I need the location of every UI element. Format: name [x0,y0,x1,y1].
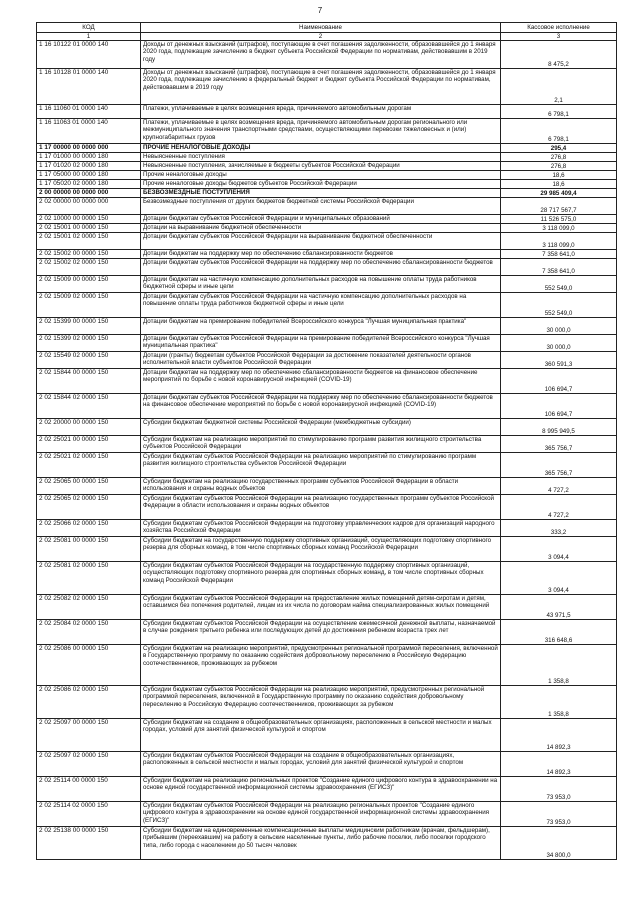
table-row [37,41,617,69]
row-code: 2 02 15002 02 0000 150 [37,259,141,276]
row-code: 2 02 15009 02 0000 150 [37,293,141,318]
row-code: 2 02 25082 02 0000 150 [37,595,141,620]
header-value: Кассовое исполнение [501,23,617,33]
table-row [37,645,617,686]
row-name: Доходы от денежных взысканий (штрафов), поступающие в счет погашения задолженности, образовавшейся до 1 января 2020 года, подлежащие зачислению в бюджет субъекта Российской Федерации по нормативам, действовавшим в 2019 году [141,41,501,69]
table-row [37,224,617,233]
cash-execution-table [36,22,617,860]
row-code: 2 02 25097 00 0000 150 [37,719,141,752]
row-name: Дотации бюджетам субъектов Российской Федерации на поддержку мер по обеспечению сбалансированности бюджетов на финансовое обеспечение мероприятий по борьбе с новой коронавирусной инфекцией (COVID-19) [141,394,501,419]
table-row [37,250,617,259]
table-row [37,259,617,276]
row-code: 2 02 00000 00 0000 000 [37,198,141,215]
row-code: 2 02 20000 00 0000 150 [37,419,141,436]
table-row [37,198,617,215]
table-row [37,777,617,802]
row-name: Субсидии бюджетам субъектов Российской Федерации на государственную поддержку спортивных организаций, осуществляющих подготовку спортивного резерва для спортивных сборных команд, в том числе спортивных сборных команд Российской Федерации [141,562,501,595]
row-code: 2 02 15001 02 0000 150 [37,233,141,250]
row-name: Платежи, уплачиваемые в целях возмещения вреда, причиняемого автомобильным дорогам регионального или межмуниципального значения транспортными средствами, осуществляющими перевозки тяжеловесных и (или) крупногабаритных грузов [141,119,501,144]
row-code: 2 02 15002 00 0000 150 [37,250,141,259]
row-code: 2 02 25081 00 0000 150 [37,537,141,562]
row-value: 18,6 [501,180,617,189]
row-value: 295,4 [501,144,617,153]
row-name: Доходы от денежных взысканий (штрафов), поступающие в счет погашения задолженности, образовавшейся до 1 января 2020 года, подлежащие зачислению в федеральный бюджет и бюджет субъекта Российской Федерации по нормативам, действовавшим в 2019 году [141,69,501,105]
row-code: 2 00 00000 00 0000 000 [37,189,141,198]
table-row [37,478,617,495]
table-row [37,394,617,419]
table-row [37,686,617,719]
row-value: 552 549,0 [501,276,617,293]
table-row [37,69,617,105]
row-value: 3 118 099,0 [501,233,617,250]
row-code: 1 17 05020 02 0000 180 [37,180,141,189]
row-name: Дотации бюджетам на поддержку мер по обеспечению сбалансированности бюджетов [141,250,501,259]
page-number: 7 [317,6,323,15]
table-row [37,827,617,860]
row-value: 2,1 [501,69,617,105]
row-code: 1 17 01020 02 0000 180 [37,162,141,171]
row-value: 552 549,0 [501,293,617,318]
row-value: 333,2 [501,520,617,537]
row-value: 3 094,4 [501,537,617,562]
row-name: Субсидии бюджетам бюджетной системы Российской Федерации (межбюджетные субсидии) [141,419,501,436]
row-value: 4 727,2 [501,495,617,520]
row-code: 2 02 25021 02 0000 150 [37,453,141,478]
row-value: 11 526 575,0 [501,215,617,224]
row-name: Прочие неналоговые доходы бюджетов субъектов Российской Федерации [141,180,501,189]
row-value: 34 800,0 [501,827,617,860]
row-value: 1 358,8 [501,645,617,686]
row-name: Дотации (гранты) бюджетам субъектов Российской Федерации за достижение показателей деятельности органов исполнительной власти субъектов Российской Федерации [141,352,501,369]
row-name: Прочие неналоговые доходы [141,171,501,180]
header-code: КОД [37,23,141,33]
column-index-row [37,33,617,41]
row-value: 3 094,4 [501,562,617,595]
row-name: Субсидии бюджетам субъектов Российской Федерации на реализацию мероприятий, предусмотренных региональной программой переселения, включенной в Государственную программу по оказанию содействия добровольному переселению в Российскую Федерацию соотечественников, проживающих за рубежом [141,686,501,719]
row-code: 1 16 11060 01 0000 140 [37,105,141,119]
row-code: 1 17 05000 00 0000 180 [37,171,141,180]
row-code: 2 02 25097 02 0000 150 [37,752,141,777]
table-row [37,171,617,180]
row-value: 8 475,2 [501,41,617,69]
table-row [37,180,617,189]
row-name: Субсидии бюджетам субъектов Российской Федерации на создание в общеобразовательных организациях, расположенных в сельской местности и малых городах, условий для занятий физической культурой и спортом [141,752,501,777]
row-value: 7 358 641,0 [501,250,617,259]
table-row [37,719,617,752]
table-row [37,436,617,453]
row-name: Невыясненные поступления [141,153,501,162]
row-name: Субсидии бюджетам субъектов Российской Федерации на осуществление ежемесячной денежной выплаты, назначаемой в случае рождения третьего ребенка или последующих детей до достижения ребенком возраста трех лет [141,620,501,645]
row-name: Дотации бюджетам субъектов Российской Федерации и муниципальных образований [141,215,501,224]
row-name: ПРОЧИЕ НЕНАЛОГОВЫЕ ДОХОДЫ [141,144,501,153]
row-name: Субсидии бюджетам на единовременные компенсационные выплаты медицинским работникам (врачам, фельдшерам), прибывшим (переехавшим) на работу в сельские населенные пункты, либо рабочие поселки, либо поселки городского типа, либо города с населением до 50 тысяч человек [141,827,501,860]
row-name: Безвозмездные поступления от других бюджетов бюджетной системы Российской Федерации [141,198,501,215]
row-code: 2 02 15844 00 0000 150 [37,369,141,394]
row-name: Субсидии бюджетам субъектов Российской Федерации на реализацию государственных программ субъектов Российской Федерации в области использования и охраны водных объектов [141,495,501,520]
row-code: 2 02 25084 02 0000 150 [37,620,141,645]
table-row [37,495,617,520]
row-value: 360 591,3 [501,352,617,369]
row-code: 2 02 25021 00 0000 150 [37,436,141,453]
table-row [37,352,617,369]
table-row [37,369,617,394]
row-code: 2 02 25086 00 0000 150 [37,645,141,686]
row-code: 2 02 10000 00 0000 150 [37,215,141,224]
row-value: 29 985 409,4 [501,189,617,198]
row-code: 2 02 15549 02 0000 150 [37,352,141,369]
row-code: 2 02 15009 00 0000 150 [37,276,141,293]
table-row [37,162,617,171]
table-row [37,293,617,318]
row-value: 18,6 [501,171,617,180]
row-name: Дотации бюджетам субъектов Российской Федерации на поддержку мер по обеспечению сбалансированности бюджетов [141,259,501,276]
table-header-row [37,23,617,33]
row-code: 2 02 25065 00 0000 150 [37,478,141,495]
table-row [37,453,617,478]
row-code: 1 17 00000 00 0000 000 [37,144,141,153]
row-name: Субсидии бюджетам на реализацию региональных проектов "Создание единого цифрового контура в здравоохранении на основе единой государственной информационной системы здравоохранения (ЕГИСЗ)" [141,777,501,802]
row-value: 7 358 641,0 [501,259,617,276]
row-code: 2 02 15844 02 0000 150 [37,394,141,419]
row-name: Субсидии бюджетам на государственную поддержку спортивных организаций, осуществляющих подготовку спортивного резерва для сборных команд, в том числе спортивных сборных команд Российской Федерации [141,537,501,562]
row-value: 43 971,5 [501,595,617,620]
row-value: 30 000,0 [501,318,617,335]
row-value: 8 995 949,5 [501,419,617,436]
row-value: 276,8 [501,153,617,162]
row-value: 73 953,0 [501,802,617,827]
table-row [37,595,617,620]
row-value: 30 000,0 [501,335,617,352]
table-row [37,620,617,645]
row-code: 2 02 25066 02 0000 150 [37,520,141,537]
table-row [37,335,617,352]
row-value: 28 717 567,7 [501,198,617,215]
row-value: 3 118 099,0 [501,224,617,233]
row-name: Дотации бюджетам на поддержку мер по обеспечению сбалансированности бюджетов на финансовое обеспечение мероприятий по борьбе с новой коронавирусной инфекцией (COVID-19) [141,369,501,394]
column-index-3: 3 [501,33,617,41]
row-value: 14 892,3 [501,752,617,777]
table-row [37,119,617,144]
row-value: 6 798,1 [501,119,617,144]
column-index-2: 2 [141,33,501,41]
table-row [37,802,617,827]
row-value: 365 756,7 [501,453,617,478]
row-name: Субсидии бюджетам на реализацию мероприятий, предусмотренных региональной программой переселения, включенной в Государственную программу по оказанию содействия добровольному переселению в Российскую Федерацию соотечественников, проживающих за рубежом [141,645,501,686]
table-row [37,153,617,162]
row-code: 2 02 15399 02 0000 150 [37,335,141,352]
row-code: 1 16 10128 01 0000 140 [37,69,141,105]
table-row [37,233,617,250]
row-code: 2 02 25086 02 0000 150 [37,686,141,719]
row-name: Дотации бюджетам субъектов Российской Федерации на частичную компенсацию дополнительных расходов на повышение оплаты труда работников бюджетной сферы и иные цели [141,293,501,318]
row-name: Дотации бюджетам на частичную компенсацию дополнительных расходов на повышение оплаты труда работников бюджетной сферы и иные цели [141,276,501,293]
table-row [37,318,617,335]
row-name: Субсидии бюджетам субъектов Российской Федерации на предоставление жилых помещений детям-сиротам и детям, оставшимся без попечения родителей, лицам из их числа по договорам найма специализированных жилых помещений [141,595,501,620]
row-code: 2 02 25114 02 0000 150 [37,802,141,827]
table-row [37,562,617,595]
row-code: 2 02 25114 00 0000 150 [37,777,141,802]
row-value: 106 694,7 [501,369,617,394]
row-name: Субсидии бюджетам субъектов Российской Федерации на реализацию мероприятий по стимулированию программ развития жилищного строительства субъектов Российской Федерации [141,453,501,478]
row-value: 276,8 [501,162,617,171]
row-code: 2 02 15001 00 0000 150 [37,224,141,233]
row-name: Субсидии бюджетам на реализацию государственных программ субъектов Российской Федерации в области использования и охраны водных объектов [141,478,501,495]
row-name: Дотации бюджетам субъектов Российской Федерации на премирование победителей Всероссийского конкурса "Лучшая муниципальная практика" [141,335,501,352]
row-value: 4 727,2 [501,478,617,495]
row-value: 316 648,6 [501,620,617,645]
table-row [37,189,617,198]
row-value: 14 892,3 [501,719,617,752]
table-row [37,419,617,436]
table-row [37,752,617,777]
row-value: 73 953,0 [501,777,617,802]
table-row [37,537,617,562]
row-name: Дотации бюджетам субъектов Российской Федерации на выравнивание бюджетной обеспеченности [141,233,501,250]
row-code: 1 17 01000 00 0000 180 [37,153,141,162]
row-name: БЕЗВОЗМЕЗДНЫЕ ПОСТУПЛЕНИЯ [141,189,501,198]
table-row [37,276,617,293]
row-code: 2 02 25138 00 0000 150 [37,827,141,860]
row-value: 106 694,7 [501,394,617,419]
row-name: Субсидии бюджетам субъектов Российской Федерации на реализацию региональных проектов "Создание единого цифрового контура в здравоохранении на основе единой государственной информационной системы здравоохранения (ЕГИСЗ)" [141,802,501,827]
row-code: 2 02 15399 00 0000 150 [37,318,141,335]
row-code: 1 16 11063 01 0000 140 [37,119,141,144]
row-code: 2 02 25081 02 0000 150 [37,562,141,595]
row-code: 2 02 25065 02 0000 150 [37,495,141,520]
row-name: Субсидии бюджетам на реализацию мероприятий по стимулированию программ развития жилищного строительства субъектов Российской Федерации [141,436,501,453]
table-body [37,41,617,860]
table-row [37,520,617,537]
row-code: 1 16 10122 01 0000 140 [37,41,141,69]
row-name: Дотации бюджетам на премирование победителей Всероссийского конкурса "Лучшая муниципальная практика" [141,318,501,335]
column-index-1: 1 [37,33,141,41]
header-name: Наименование [141,23,501,33]
row-name: Платежи, уплачиваемые в целях возмещения вреда, причиняемого автомобильным дорогам [141,105,501,119]
table-row [37,144,617,153]
row-value: 6 798,1 [501,105,617,119]
table-row [37,105,617,119]
row-name: Субсидии бюджетам субъектов Российской Федерации на подготовку управленческих кадров для организаций народного хозяйства Российской Федерации [141,520,501,537]
row-name: Невыясненные поступления, зачисляемые в бюджеты субъектов Российской Федерации [141,162,501,171]
table-row [37,215,617,224]
row-value: 365 756,7 [501,436,617,453]
row-name: Субсидии бюджетам на создание в общеобразовательных организациях, расположенных в сельской местности и малых городах, условий для занятий физической культурой и спортом [141,719,501,752]
row-name: Дотации на выравнивание бюджетной обеспеченности [141,224,501,233]
row-value: 1 358,8 [501,686,617,719]
